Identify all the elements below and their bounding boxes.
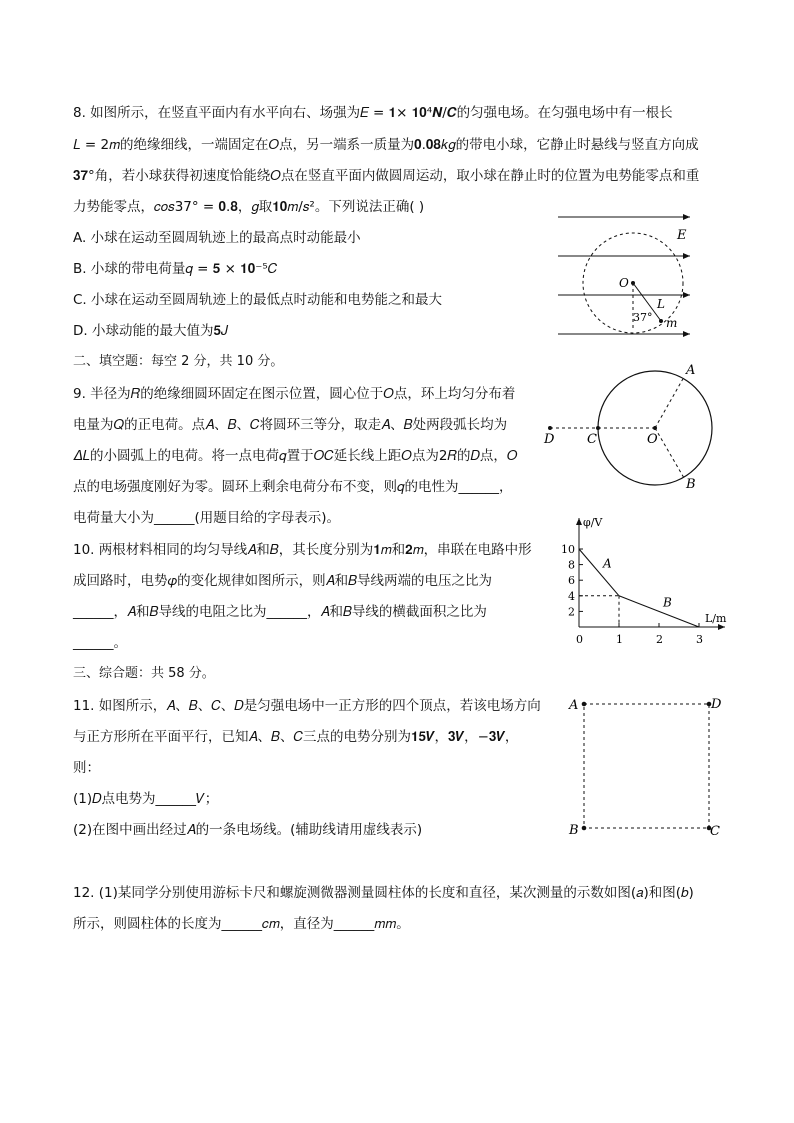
q9-line-3: 𝛥𝐿的小圆弧上的电荷。将一点电荷𝑞置于𝑂𝐶延长线上距𝑂点为2𝑅的𝐷点，𝑂 — [73, 448, 518, 464]
q8-label-angle: 37° — [633, 311, 653, 324]
q9-label-a: A — [686, 363, 696, 378]
q9-line-1: 9. 半径为𝑅的绝缘细圆环固定在图示位置，圆心位于𝑂点，环上均匀分布着 — [73, 386, 516, 402]
q10-chart — [555, 510, 730, 655]
y-tick-label: 2 — [568, 605, 575, 619]
q8-option-d: D. 小球动能的最大值为𝟓𝐽 — [73, 323, 229, 339]
q8-line-3: 𝟑𝟕°角，若小球获得初速度恰能绕𝑂点在竖直平面内做圆周运动，取小球在静止时的位置为电势能零点和重 — [73, 168, 700, 184]
q10-line-3: ______，𝐴和𝐵导线的电阻之比为______，𝐴和𝐵导线的横截面积之比为 — [73, 604, 487, 620]
x-tick-label: 1 — [616, 633, 623, 646]
series-label-B: B — [663, 595, 672, 610]
x-axis-label: L/m — [705, 612, 727, 625]
q9-label-b: B — [686, 477, 696, 492]
y-tick-label: 4 — [568, 589, 575, 603]
q11-figure — [565, 692, 730, 842]
q11-square — [584, 704, 709, 828]
q9-line-5: 电荷量大小为______(用题目给的字母表示)。 — [73, 510, 341, 526]
q8-label-o: O — [619, 276, 629, 290]
q11-line-5: (2)在图中画出经过𝐴的一条电场线。(辅助线请用虚线表示) — [73, 822, 423, 838]
x-tick-label: 2 — [656, 633, 663, 646]
q10-line-4: ______。 — [73, 635, 127, 651]
q9-label-o: O — [647, 432, 658, 447]
q11-label-d: D — [711, 697, 722, 712]
q8-label-e: E — [677, 228, 687, 243]
section-2-heading: 二、填空题：每空 2 分，共 10 分。 — [73, 354, 284, 369]
q10-line-2: 成回路时，电势𝜑的变化规律如图所示，则𝐴和𝐵导线两端的电压之比为 — [73, 573, 493, 589]
y-tick-label: 10 — [561, 543, 575, 556]
q8-label-m: m — [666, 316, 678, 330]
q8-option-c: C. 小球在运动至圆周轨迹上的最低点时动能和电势能之和最大 — [73, 292, 443, 308]
q8-line-1: 8. 如图所示，在竖直平面内有水平向右、场强为𝐸 = 𝟏× 𝟏𝟎⁴𝑵/𝑪的匀强电场。在匀强电场中有一根长 — [73, 105, 673, 121]
q11-label-a: A — [569, 698, 579, 713]
q12-line-2: 所示，则圆柱体的长度为______𝑐𝑚，直径为______𝑚𝑚。 — [73, 916, 410, 932]
q11-line-1: 11. 如图所示，𝐴、𝐵、𝐶、𝐷是匀强电场中一正方形的四个顶点，若该电场方向 — [73, 698, 541, 714]
q11-label-b: B — [569, 823, 579, 838]
q9-label-c: C — [587, 432, 597, 447]
q9-line-2: 电量为𝑄的正电荷。点𝐴、𝐵、𝐶将圆环三等分，取走𝐴、𝐵处两段弧长均为 — [73, 417, 508, 433]
section-3-heading: 三、综合题：共 58 分。 — [73, 666, 215, 681]
q8-label-l: L — [657, 297, 665, 311]
y-tick-label: 8 — [568, 558, 575, 572]
x-tick-label: 0 — [576, 633, 583, 646]
series-line-A — [579, 549, 619, 596]
y-axis-label: φ/V — [583, 516, 603, 529]
series-label-A: A — [603, 556, 612, 571]
q11-line-2: 与正方形所在平面平行，已知𝐴、𝐵、𝐶三点的电势分别为𝟏𝟓𝑽，𝟑𝑽，−𝟑𝑽， — [73, 729, 519, 745]
q8-option-a: A. 小球在运动至圆周轨迹上的最高点时动能最小 — [73, 230, 361, 246]
q8-line-2: 𝐿 = 2𝑚的绝缘细线，一端固定在𝑂点，另一端系一质量为𝟎.𝟎𝟖𝑘𝑔的带电小球，它静止时悬线与竖直方向成 — [73, 137, 699, 153]
q8-option-b: B. 小球的带电荷量𝑞 = 𝟓 × 𝟏𝟎⁻⁵𝐶 — [73, 261, 278, 277]
q9-label-d: D — [544, 432, 555, 447]
q9-figure — [538, 360, 728, 495]
q10-line-1: 10. 两根材料相同的均匀导线𝐴和𝐵，其长度分别为𝟏𝑚和𝟐𝑚，串联在电路中形 — [73, 542, 532, 558]
q11-line-3: 则： — [73, 760, 100, 776]
q8-line-4: 力势能零点，𝑐𝑜𝑠37° = 𝟎.𝟖，𝑔取𝟏𝟎𝑚/𝑠²。下列说法正确( ) — [73, 199, 425, 215]
q8-figure — [553, 205, 703, 345]
q11-label-c: C — [710, 824, 720, 839]
series-line-B — [619, 596, 699, 627]
x-tick-label: 3 — [696, 633, 703, 646]
y-tick-label: 6 — [568, 574, 575, 588]
q9-line-4: 点的电场强度刚好为零。圆环上剩余电荷分布不变，则𝑞的电性为______， — [73, 479, 513, 495]
q11-line-4: (1)𝐷点电势为______𝑉； — [73, 791, 219, 807]
q12-line-1: 12. (1)某同学分别使用游标卡尺和螺旋测微器测量圆柱体的长度和直径，某次测量的示数如图(𝑎)和图(𝑏) — [73, 885, 694, 901]
